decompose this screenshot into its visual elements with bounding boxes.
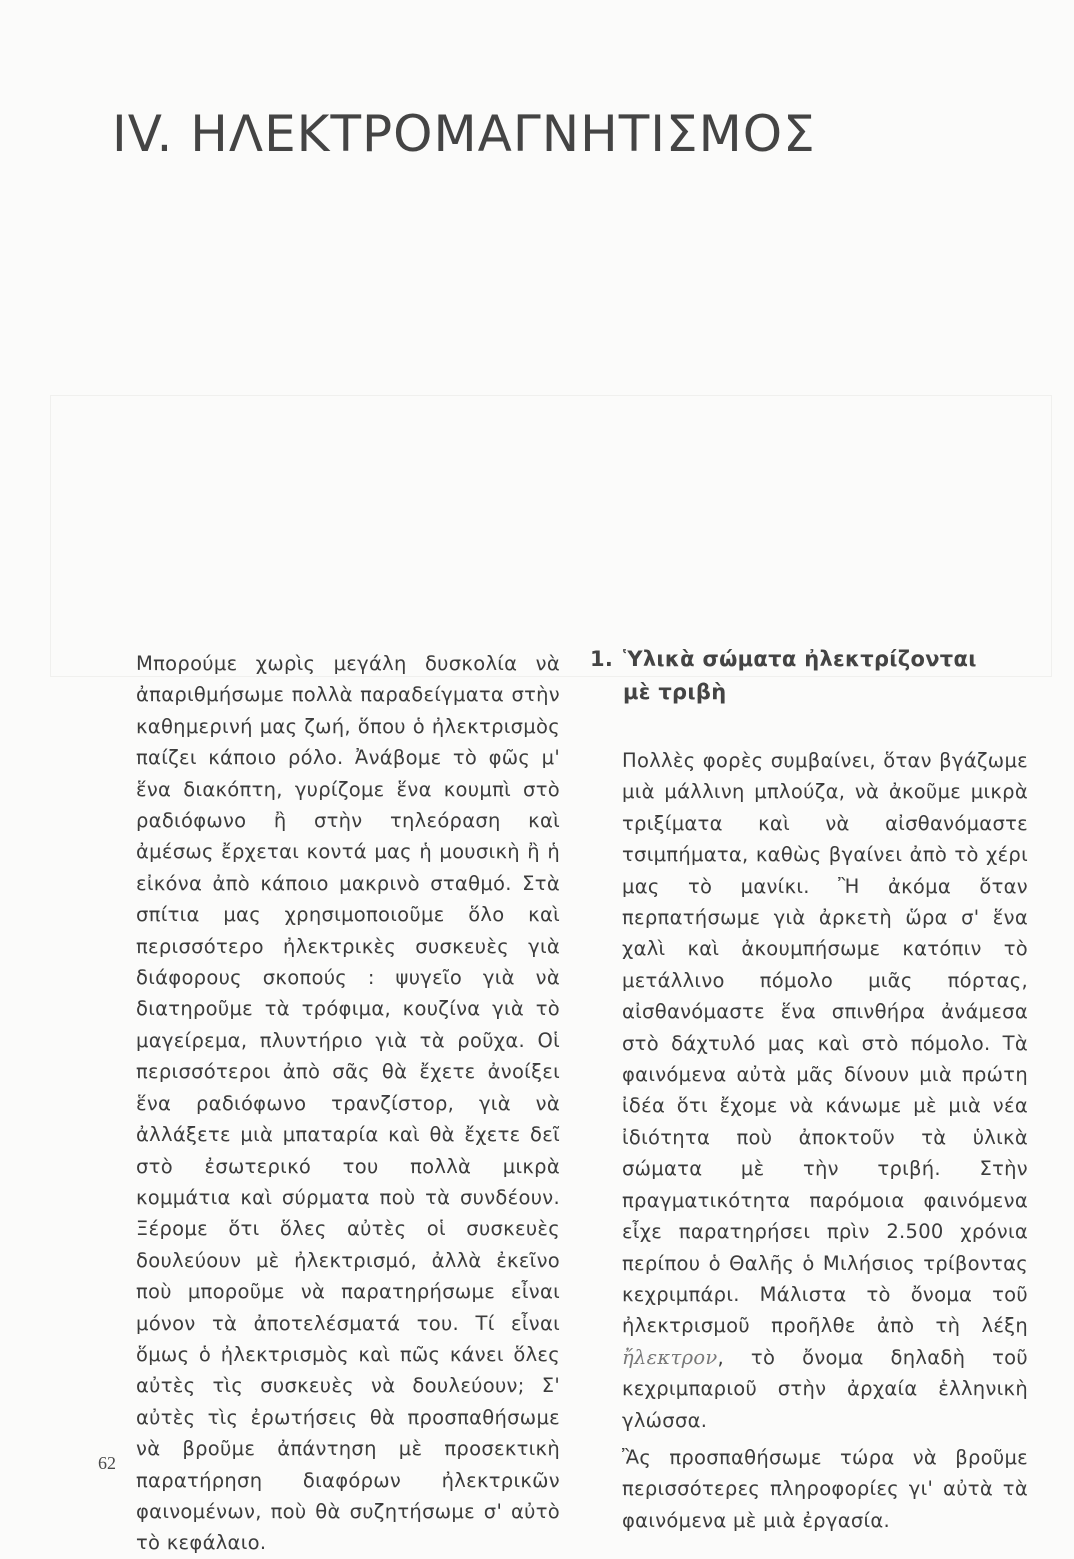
- section-heading: [590, 643, 1028, 709]
- section-column: [590, 643, 1028, 1536]
- ancient-greek-word: ἤλεκτρον: [622, 1345, 718, 1369]
- intro-paragraph: Μπορούμε χωρὶς μεγάλη δυσκολία νὰ ἀπαριθμήσωμε πολλὰ παραδείγματα στὴν καθημερινή μας ζωή, ὅπου ὁ ἠλεκτρισμὸς παίζει κάποιο ρόλο. Ἀνάβομε τὸ φῶς μ' ἕνα διακόπτη, γυρίζομε ἕνα κουμπὶ στὸ ραδιόφωνο ἢ στὴν τηλεόραση καὶ ἀμέσως ἔρχεται κοντά μας ἡ μουσικὴ ἢ ἡ εἰκόνα ἀπὸ κάποιο μακρινὸ σταθμό. Στὰ σπίτια μας χρησιμοποιοῦμε ὅλο καὶ περισσότερο ἠλεκτρικὲς συσκευὲς γιὰ διάφορους σκοπούς : ψυγεῖο γιὰ νὰ διατηροῦμε τὰ τρόφιμα, κουζίνα γιὰ τὸ μαγείρεμα, πλυντήριο γιὰ τὰ ροῦχα. Οἱ περισσότεροι ἀπὸ σᾶς θὰ ἔχετε ἀνοίξει ἕνα ραδιόφωνο τρανζίστορ, γιὰ νὰ ἀλλάξετε μιὰ μπαταρία καὶ θὰ ἔχετε δεῖ στὸ ἐσωτερικό του πολλὰ μικρὰ κομμάτια καὶ σύρματα ποὺ τὰ συνδέουν. Ξέρομε ὅτι ὅλες αὐτὲς οἱ συσκευὲς δουλεύουν μὲ ἠλεκτρισμό, ἀλλὰ ἐκεῖνο ποὺ μποροῦμε νὰ παρατηρήσωμε εἶναι μόνον τὰ ἀποτελέσματά του. Τί εἶναι ὅμως ὁ ἠλεκτρισμὸς καὶ πῶς κάνει ὅλες αὐτὲς τὶς συσκευὲς νὰ δουλεύουν; Σ' αὐτὲς τὶς ἐρωτήσεις θὰ προσπαθήσωμε νὰ βροῦμε ἀπάντηση μὲ προσεκτικὴ παρατήρηση διαφόρων ἠλεκτρικῶν φαινομένων, ποὺ θὰ συζητήσωμε σ' αὐτὸ τὸ κεφάλαιο.: [136, 652, 560, 1555]
- section-paragraph-1-end: , τὸ ὄνομα δηλαδὴ τοῦ κεχριμπαριοῦ στὴν ἀρχαία ἑλληνικὴ γλώσσα.: [622, 1345, 1028, 1432]
- chapter-title: IV. ΗΛΕΚΤΡΟΜΑΓΝΗΤΙΣΜΟΣ: [112, 105, 816, 163]
- section-paragraph-1: [590, 745, 1028, 1436]
- section-paragraph-2: Ἂς προσπαθήσωμε τώρα νὰ βροῦμε περισσότερες πληροφορίες γι' αὐτὰ τὰ φαινόμενα μὲ μιὰ ἐργασία.: [622, 1445, 1028, 1532]
- section-number: 1.: [590, 647, 614, 671]
- intro-column: [136, 648, 560, 1559]
- section-paragraph-1-start: Πολλὲς φορὲς συμβαίνει, ὅταν βγάζωμε μιὰ μάλλινη μπλούζα, νὰ ἀκοῦμε μικρὰ τριξίματα καὶ νὰ αἰσθανόμαστε τσιμπήματα, καθὼς βγαίνει ἀπὸ τὸ χέρι μας τὸ μανίκι. Ἢ ἀκόμα ὅταν περπατήσωμε γιὰ ἀρκετὴ ὥρα σ' ἕνα χαλὶ καὶ ἀκουμπήσωμε κατόπιν τὸ μετάλλινο πόμολο μιᾶς πόρτας, αἰσθανόμαστε ἕνα σπινθήρα ἀνάμεσα στὸ δάχτυλό μας καὶ στὸ πόμολο. Τὰ φαινόμενα αὐτὰ μᾶς δίνουν μιὰ πρώτη ἰδέα ὅτι ἔχομε νὰ κάνωμε μὲ μιὰ νέα ἰδιότητα ποὺ ἀποκτοῦν τὰ ὑλικὰ σώματα μὲ τὴν τριβή. Στὴν πραγματικότητα παρόμοια φαινόμενα εἶχε παρατηρήσει πρὶν 2.500 χρόνια περίπου ὁ Θαλῆς ὁ Μιλήσιος τρίβοντας κεχριμπάρι. Μάλιστα τὸ ὄνομα τοῦ ἠλεκτρισμοῦ προῆλθε ἀπὸ τὴ λέξη: [622, 749, 1028, 1338]
- section-title: Ὑλικὰ σώματα ἠλεκτρίζονται μὲ τριβὴ: [623, 647, 977, 704]
- page-number: 62: [98, 1453, 116, 1473]
- show-through-frame: [50, 395, 1052, 677]
